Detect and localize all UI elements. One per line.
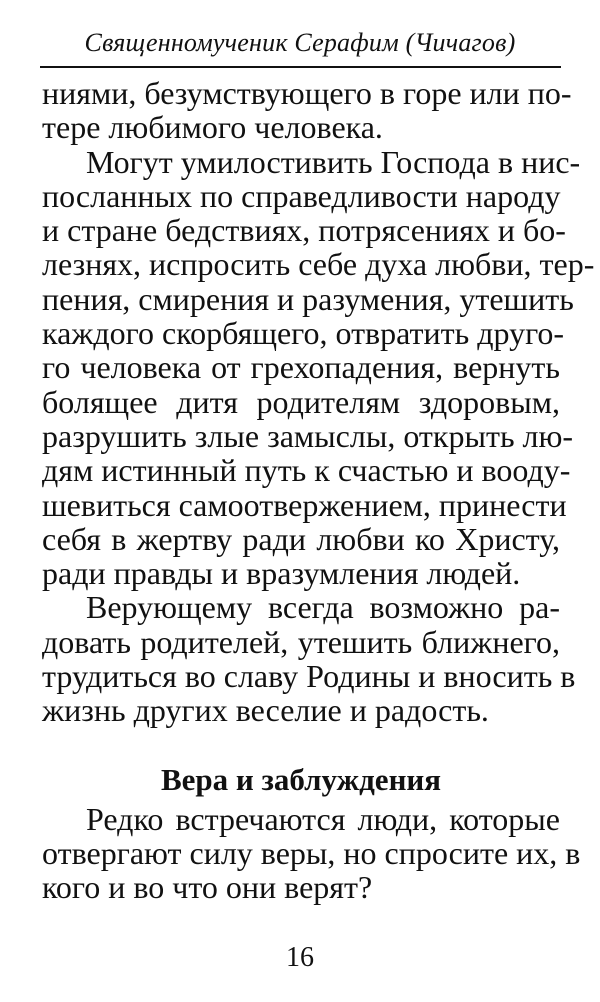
text-line: довать родителей, утешить ближнего, [42, 623, 560, 660]
text-line: болящее дитя родителям здоровым, [42, 383, 560, 420]
text-line: шевиться самоотвержением, принести [42, 486, 567, 523]
paragraph [42, 143, 595, 592]
text-line: кого и во что они верят? [42, 869, 373, 906]
text-line: себя в жертву ради любви ко Христу, [42, 520, 560, 557]
text-line: разрушить злые замыслы, открыть лю- [42, 417, 574, 454]
text-line: и стране бедствиях, потрясениях и бо- [42, 212, 566, 249]
page-number: 16 [286, 942, 314, 973]
text-line: го человека от грехопадения, вернуть [42, 349, 560, 386]
text-line: лезнях, испросить себе духа любви, тер- [42, 246, 595, 283]
section-spacer [42, 728, 560, 750]
text-line: Редко встречаются люди, которые [86, 800, 560, 837]
text-line: отвергают силу веры, но спросите их, в [42, 834, 581, 871]
paragraph [42, 800, 581, 906]
text-line: пения, смирения и разумения, утешить [42, 280, 574, 317]
text-line: каждого скорбящего, отвратить друго- [42, 315, 565, 352]
body-text [42, 75, 595, 906]
text-line: дям истинный путь к счастью и вооду- [42, 452, 571, 489]
text-line: Могут умилостивить Господа в нис- [86, 143, 581, 180]
text-line: посланных по справедливости народу [42, 177, 561, 214]
text-line: ниями, безумствующего в горе или по- [42, 75, 572, 111]
text-line: трудиться во славу Родины и вносить в [42, 658, 576, 695]
text-line: ради правды и вразумления людей. [42, 555, 521, 592]
running-head: Священномученик Серафим (Чичагов) [84, 28, 516, 57]
header-rule [40, 66, 561, 68]
section-heading: Вера и заблуждения [160, 761, 442, 797]
text-line: жизнь других веселие и радость. [42, 692, 489, 729]
text-line: Верующему всегда возможно ра- [86, 589, 560, 626]
paragraph [42, 589, 576, 729]
text-line: тере любимого человека. [42, 109, 383, 146]
paragraph-continuation [42, 75, 572, 146]
